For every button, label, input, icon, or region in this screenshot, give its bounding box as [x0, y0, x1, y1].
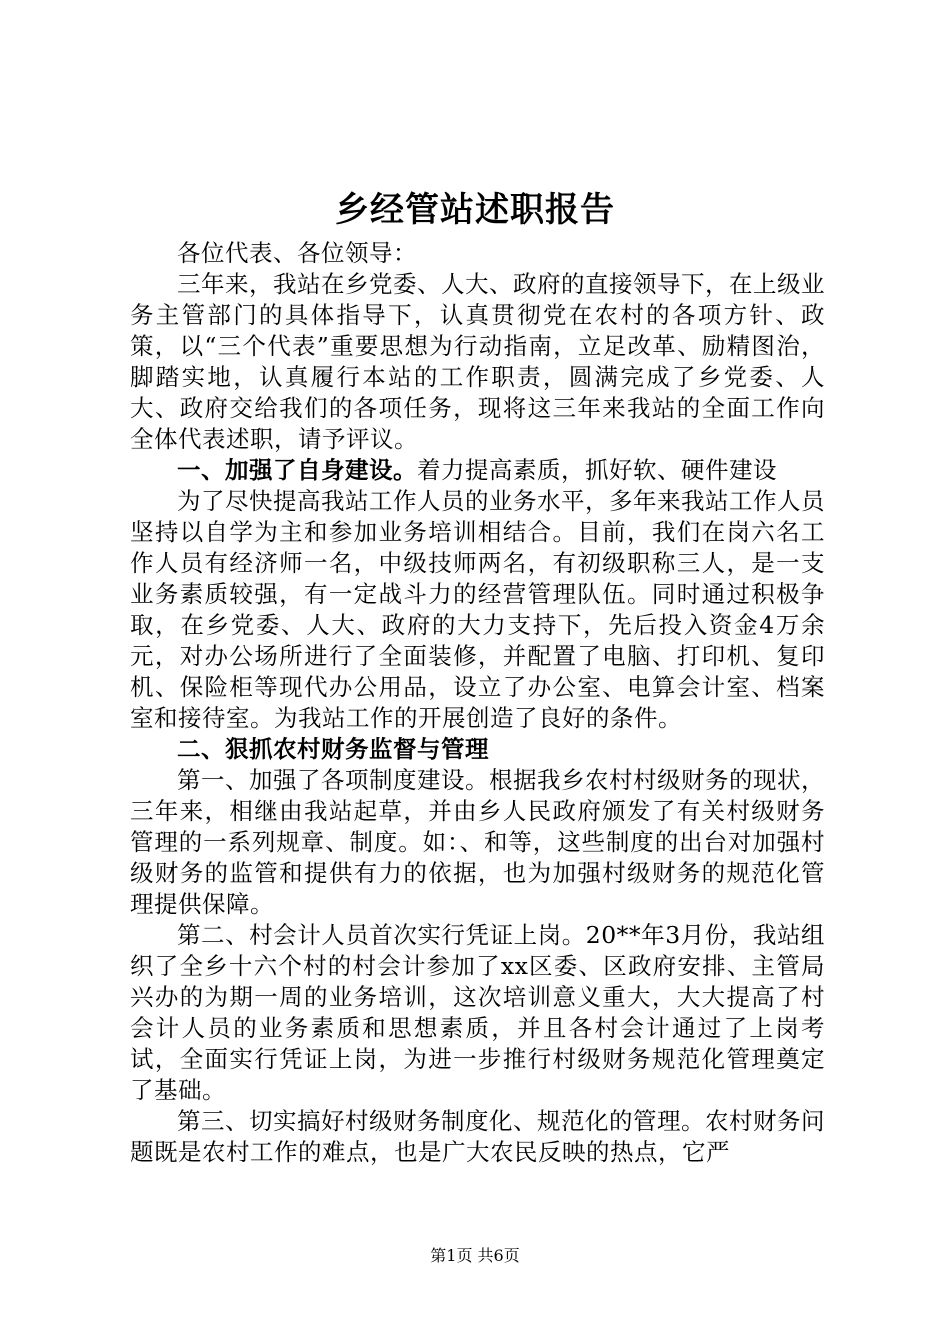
section-2-heading-text: 二、狠抓农村财务监督与管理 [177, 735, 489, 763]
section-2-paragraph-3: 第三、切实搞好村级财务制度化、规范化的管理。农村财务问题既是农村工作的难点，也是广大农民反映的热点，它严 [130, 1107, 825, 1166]
section-2-paragraph-1: 第一、加强了各项制度建设。根据我乡农村村级财务的现状，三年来，相继由我站起草，并由乡人民政府颁发了有关村级财务管理的一系列规章、制度。如：、和等，这些制度的出台对加强村级财务的监管和提供有力的依据，也为加强村级财务的规范化管理提供保障。 [130, 766, 825, 918]
section-1-heading-rest: 着力提高素质，抓好软、硬件建设 [417, 456, 777, 484]
section-2-heading [130, 734, 825, 765]
section-2-paragraph-2: 第二、村会计人员首次实行凭证上岗。20**年3月份，我站组织了全乡十六个村的村会计参加了xx区委、区政府安排、主管局兴办的为期一周的业务培训，这次培训意义重大，大大提高了村会计人员的业务素质和思想素质，并且各村会计通过了上岗考试，全面实行凭证上岗，为进一步推行村级财务规范化管理奠定了基础。 [130, 921, 825, 1104]
section-1-heading [130, 455, 825, 486]
salutation: 各位代表、各位领导： [177, 239, 417, 267]
document-title: 乡经管站述职报告 [335, 190, 615, 230]
section-1-paragraph: 为了尽快提高我站工作人员的业务水平，多年来我站工作人员坚持以自学为主和参加业务培训相结合。目前，我们在岗六名工作人员有经济师一名，中级技师两名，有初级职称三人，是一支业务素质较强，有一定战斗力的经营管理队伍。同时通过积极争取，在乡党委、人大、政府的大力支持下，先后投入资金4万余元，对办公场所进行了全面装修，并配置了电脑、打印机、复印机、保险柜等现代办公用品，设立了办公室、电算会计室、档案室和接待室。为我站工作的开展创造了良好的条件。 [130, 487, 825, 732]
page-footer: 第1页 共6页 [430, 1246, 520, 1265]
document-body [130, 238, 825, 1168]
section-1-heading-bold: 一、加强了自身建设。 [177, 456, 417, 484]
intro-paragraph: 三年来，我站在乡党委、人大、政府的直接领导下，在上级业务主管部门的具体指导下，认真贯彻党在农村的各项方针、政策，以“三个代表”重要思想为行动指南，立足改革、励精图治，脚踏实地，认真履行本站的工作职责，圆满完成了乡党委、人大、政府交给我们的各项任务，现将这三年来我站的全面工作向全体代表述职，请予评议。 [130, 270, 825, 453]
